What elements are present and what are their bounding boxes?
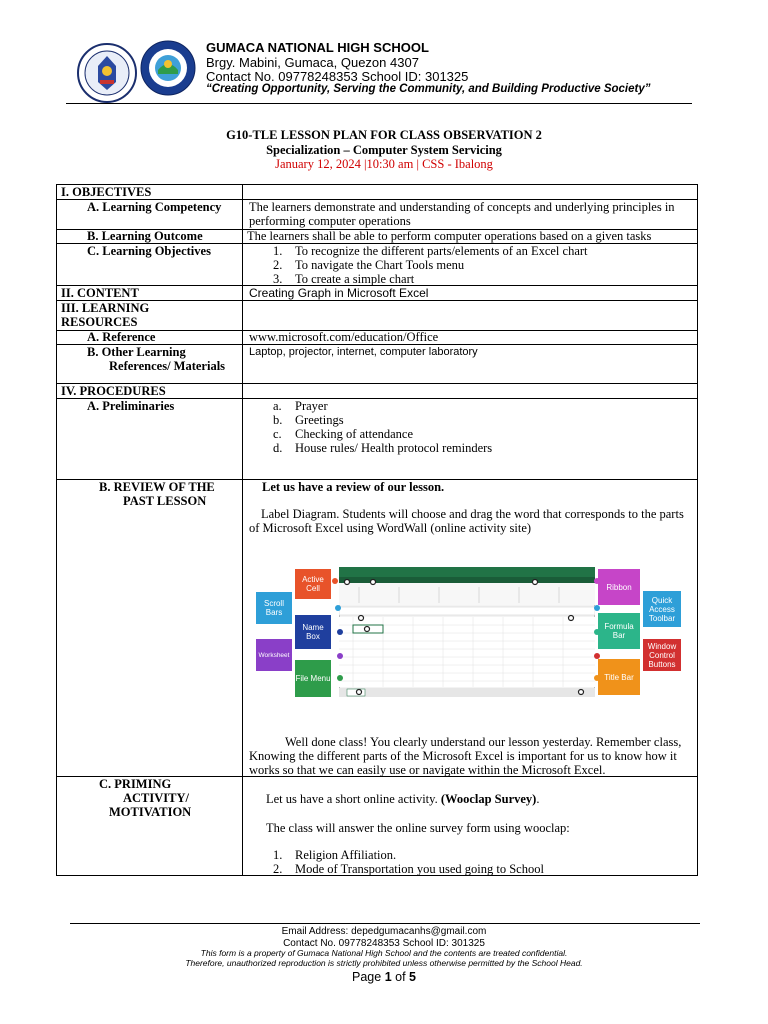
priming-intro-end: . bbox=[536, 792, 540, 806]
school-contact: Contact No. 09778248353 School ID: 301325 bbox=[206, 69, 469, 84]
school-address: Brgy. Mabini, Gumaca, Quezon 4307 bbox=[206, 55, 419, 70]
priming-label: MOTIVATION bbox=[109, 805, 192, 819]
quick-access-toolbar-label[interactable]: Quick Access Toolbar bbox=[643, 591, 681, 627]
connector-dot bbox=[337, 629, 343, 635]
review-label: PAST LESSON bbox=[123, 494, 207, 508]
lesson-plan-title: G10-TLE LESSON PLAN FOR CLASS OBSERVATION 2 bbox=[226, 128, 542, 142]
column-divider bbox=[242, 185, 243, 875]
page-current: 1 bbox=[384, 970, 392, 984]
item-number: 1. bbox=[273, 848, 283, 862]
learning-objectives-label: C. Learning Objectives bbox=[87, 244, 211, 258]
scroll-bars-label[interactable]: Scroll Bars bbox=[256, 592, 292, 624]
footer-notice: Therefore, unauthorized reproduction is strictly prohibited unless otherwise permitted by the School Head. bbox=[185, 958, 583, 968]
window-control-buttons-label[interactable]: Window Control Buttons bbox=[643, 639, 681, 671]
worksheet-label[interactable]: Worksheet bbox=[256, 639, 292, 671]
item-number: 2. bbox=[273, 862, 283, 876]
resources-heading: RESOURCES bbox=[61, 315, 138, 329]
footer-notice: This form is a property of Gumaca National High School and the contents are treated confidential. bbox=[200, 948, 568, 958]
preliminary-item bbox=[273, 441, 492, 455]
priming-item bbox=[273, 848, 396, 862]
connector-dot bbox=[337, 675, 343, 681]
page-number bbox=[0, 970, 768, 984]
preliminary-item bbox=[273, 413, 344, 427]
other-materials-label: References/ Materials bbox=[109, 359, 226, 373]
footer-divider bbox=[70, 923, 700, 924]
title-bar-label[interactable]: Title Bar bbox=[598, 659, 640, 695]
deped-seal-logo bbox=[76, 42, 138, 104]
learning-outcome-label: B. Learning Outcome bbox=[87, 229, 203, 243]
preliminary-item bbox=[273, 427, 413, 441]
objective-number: 2. bbox=[273, 258, 283, 272]
specialization-title: Specialization – Computer System Servicing bbox=[266, 143, 502, 157]
objective-item bbox=[273, 244, 588, 258]
school-motto: “Creating Opportunity, Serving the Community, and Building Productive Society” bbox=[206, 83, 651, 95]
priming-intro-bold: (Wooclap Survey) bbox=[440, 792, 537, 806]
objective-text: To create a simple chart bbox=[295, 272, 415, 286]
item-text: Greetings bbox=[295, 413, 344, 427]
connector-dot bbox=[594, 605, 600, 611]
learning-competency-label: A. Learning Competency bbox=[87, 200, 222, 214]
objective-text: To recognize the different parts/elements of an Excel chart bbox=[295, 244, 588, 258]
priming-label: C. PRIMING bbox=[99, 777, 172, 791]
objectives-heading: I. OBJECTIVES bbox=[61, 185, 152, 199]
resources-heading: III. LEARNING bbox=[61, 301, 150, 315]
name-box-label[interactable]: Name Box bbox=[295, 615, 331, 649]
priming-intro bbox=[266, 792, 539, 806]
footer-email: Email Address: depedgumacanhs@gmail.com bbox=[281, 926, 487, 937]
connector-dot bbox=[594, 578, 600, 584]
item-letter: d. bbox=[273, 441, 283, 455]
learning-outcome-value: The learners shall be able to perform computer operations based on a given tasks bbox=[247, 229, 652, 243]
objective-item bbox=[273, 272, 414, 286]
content-value: Creating Graph in Microsoft Excel bbox=[249, 286, 429, 300]
priming-text: The class will answer the online survey form using wooclap: bbox=[266, 821, 570, 835]
objective-text: To navigate the Chart Tools menu bbox=[295, 258, 465, 272]
other-materials-label: B. Other Learning bbox=[87, 345, 186, 359]
connector-dot bbox=[594, 653, 600, 659]
connector-dot bbox=[594, 629, 600, 635]
active-cell-label[interactable]: Active Cell bbox=[295, 569, 331, 599]
objective-number: 1. bbox=[273, 244, 283, 258]
procedures-heading: IV. PROCEDURES bbox=[61, 384, 166, 398]
item-text: Checking of attendance bbox=[295, 427, 414, 441]
item-text: Religion Affiliation. bbox=[295, 848, 397, 862]
connector-dot bbox=[332, 578, 338, 584]
learning-competency-value: The learners demonstrate and understanding of concepts and underlying principles in performing computer operations bbox=[249, 200, 675, 228]
priming-intro-text: Let us have a short online activity. bbox=[266, 792, 441, 806]
priming-label: ACTIVITY/ bbox=[123, 791, 189, 805]
review-closing: Well done class! You clearly understand our lesson yesterday. Remember class, Knowing the different parts of the Microsoft Excel is important for us to know how it works so that we can easily use or navigate within the Microsoft Excel. bbox=[249, 735, 682, 777]
item-text: Mode of Transportation you used going to School bbox=[295, 862, 544, 876]
school-seal-logo bbox=[140, 40, 196, 96]
priming-item bbox=[273, 862, 544, 876]
file-menu-label[interactable]: File Menu bbox=[295, 660, 331, 697]
review-text: Label Diagram. Students will choose and drag the word that corresponds to the parts of Microsoft Excel using WordWall (online activity site) bbox=[249, 507, 684, 535]
item-text: House rules/ Health protocol reminders bbox=[295, 441, 493, 455]
date-time-section: January 12, 2024 |10:30 am | CSS - Ibalong bbox=[275, 157, 493, 171]
item-letter: c. bbox=[273, 427, 282, 441]
footer-contact: Contact No. 09778248353 School ID: 301325 bbox=[283, 938, 485, 949]
preliminary-item bbox=[273, 399, 328, 413]
page-prefix: Page bbox=[352, 970, 385, 984]
objective-number: 3. bbox=[273, 272, 283, 286]
item-text: Prayer bbox=[295, 399, 328, 413]
review-intro: Let us have a review of our lesson. bbox=[262, 480, 445, 494]
lesson-plan-table bbox=[56, 184, 698, 876]
preliminaries-label: A. Preliminaries bbox=[87, 399, 175, 413]
other-materials-value: Laptop, projector, internet, computer laboratory bbox=[249, 346, 478, 358]
page-total: 5 bbox=[409, 970, 416, 984]
content-heading: II. CONTENT bbox=[61, 286, 139, 300]
connector-dot bbox=[337, 653, 343, 659]
reference-label: A. Reference bbox=[87, 330, 156, 344]
item-letter: a. bbox=[273, 399, 282, 413]
review-label: B. REVIEW OF THE bbox=[99, 480, 215, 494]
formula-bar-label[interactable]: Formula Bar bbox=[598, 613, 640, 649]
reference-value: www.microsoft.com/education/Office bbox=[249, 330, 439, 344]
school-name: GUMACA NATIONAL HIGH SCHOOL bbox=[206, 40, 429, 55]
page-mid: of bbox=[391, 970, 410, 984]
connector-dot bbox=[594, 675, 600, 681]
header-divider bbox=[66, 103, 692, 104]
excel-label-diagram bbox=[253, 557, 683, 727]
objective-item bbox=[273, 258, 464, 272]
row-divider bbox=[57, 300, 697, 301]
item-letter: b. bbox=[273, 413, 283, 427]
connector-dot bbox=[335, 605, 341, 611]
excel-window-image bbox=[339, 567, 595, 697]
ribbon-label[interactable]: Ribbon bbox=[598, 569, 640, 605]
